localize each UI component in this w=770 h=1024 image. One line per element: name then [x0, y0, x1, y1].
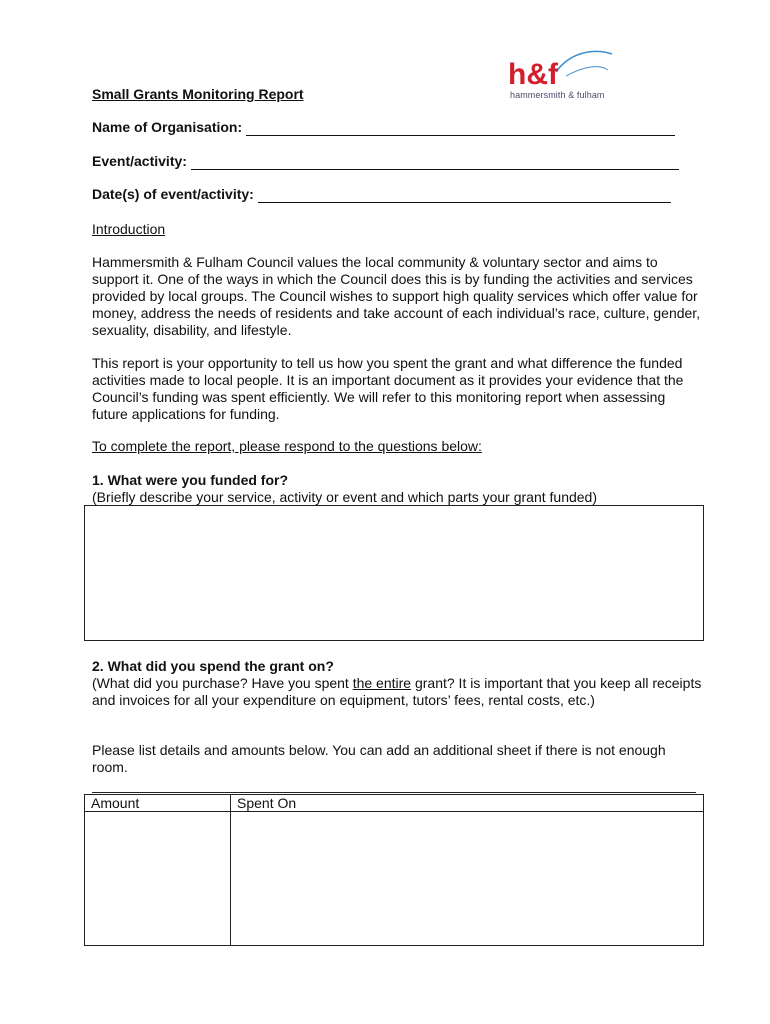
question-1 — [92, 472, 702, 506]
question-2-hint-underlined: the entire — [352, 675, 412, 691]
divider-line — [92, 792, 696, 793]
spent-on-cell[interactable] — [231, 812, 704, 946]
introduction-heading: Introduction — [92, 221, 166, 237]
question-1-title: 1. What were you funded for? — [92, 472, 289, 488]
hf-logo — [508, 50, 618, 102]
spent-on-column-header: Spent On — [231, 795, 704, 812]
introduction-paragraph-1: Hammersmith & Fulham Council values the local community & voluntary sector and aims to support it. One of the ways in which the Council does this is by funding the activities and services provided by local groups. The Council wishes to support high quality services which offer value for money, address the needs of residents and take account of each individual’s race, culture, gender, sexuality, disability, and lifestyle. — [92, 254, 701, 338]
question-2-hint-after: grant? It is important that you keep all receipts and invoices for all your expenditure on equipment, tutors’ fees, rental costs, etc.) — [92, 675, 702, 708]
event-label: Event/activity: — [92, 153, 187, 169]
organisation-input-line[interactable] — [246, 121, 675, 136]
spend-table-header-row — [85, 795, 704, 812]
organisation-label: Name of Organisation: — [92, 119, 243, 135]
hf-logo-mark-icon — [508, 50, 618, 90]
question-1-answer-box[interactable] — [84, 505, 704, 641]
question-2-instructions: Please list details and amounts below. You can add an additional sheet if there is not enough room. — [92, 742, 666, 775]
logo-mark-text: h&f — [508, 58, 558, 90]
table-row — [85, 812, 704, 946]
dates-field — [92, 185, 671, 203]
dates-input-line[interactable] — [258, 188, 671, 203]
question-2 — [92, 658, 702, 709]
organisation-field — [92, 118, 675, 136]
amount-cell[interactable] — [85, 812, 231, 946]
event-input-line[interactable] — [191, 155, 679, 170]
introduction-paragraph-2: This report is your opportunity to tell us how you spent the grant and what difference the funded activities made to local people. It is an important document as it provides your evidence that the Council’s funding was spent efficiently. We will refer to this monitoring report when assessing future applications for funding. — [92, 355, 684, 422]
dates-label: Date(s) of event/activity: — [92, 186, 254, 202]
question-1-hint: (Briefly describe your service, activity or event and which parts your grant funded) — [92, 489, 598, 505]
amount-column-header: Amount — [85, 795, 231, 812]
spend-table — [84, 794, 704, 946]
page-title: Small Grants Monitoring Report — [92, 86, 304, 102]
instruction-line: To complete the report, please respond to the questions below: — [92, 438, 482, 454]
event-field — [92, 152, 679, 170]
logo-caption: hammersmith & fulham — [510, 90, 605, 100]
question-2-title: 2. What did you spend the grant on? — [92, 658, 334, 674]
question-2-hint-before: (What did you purchase? Have you spent — [92, 675, 353, 691]
